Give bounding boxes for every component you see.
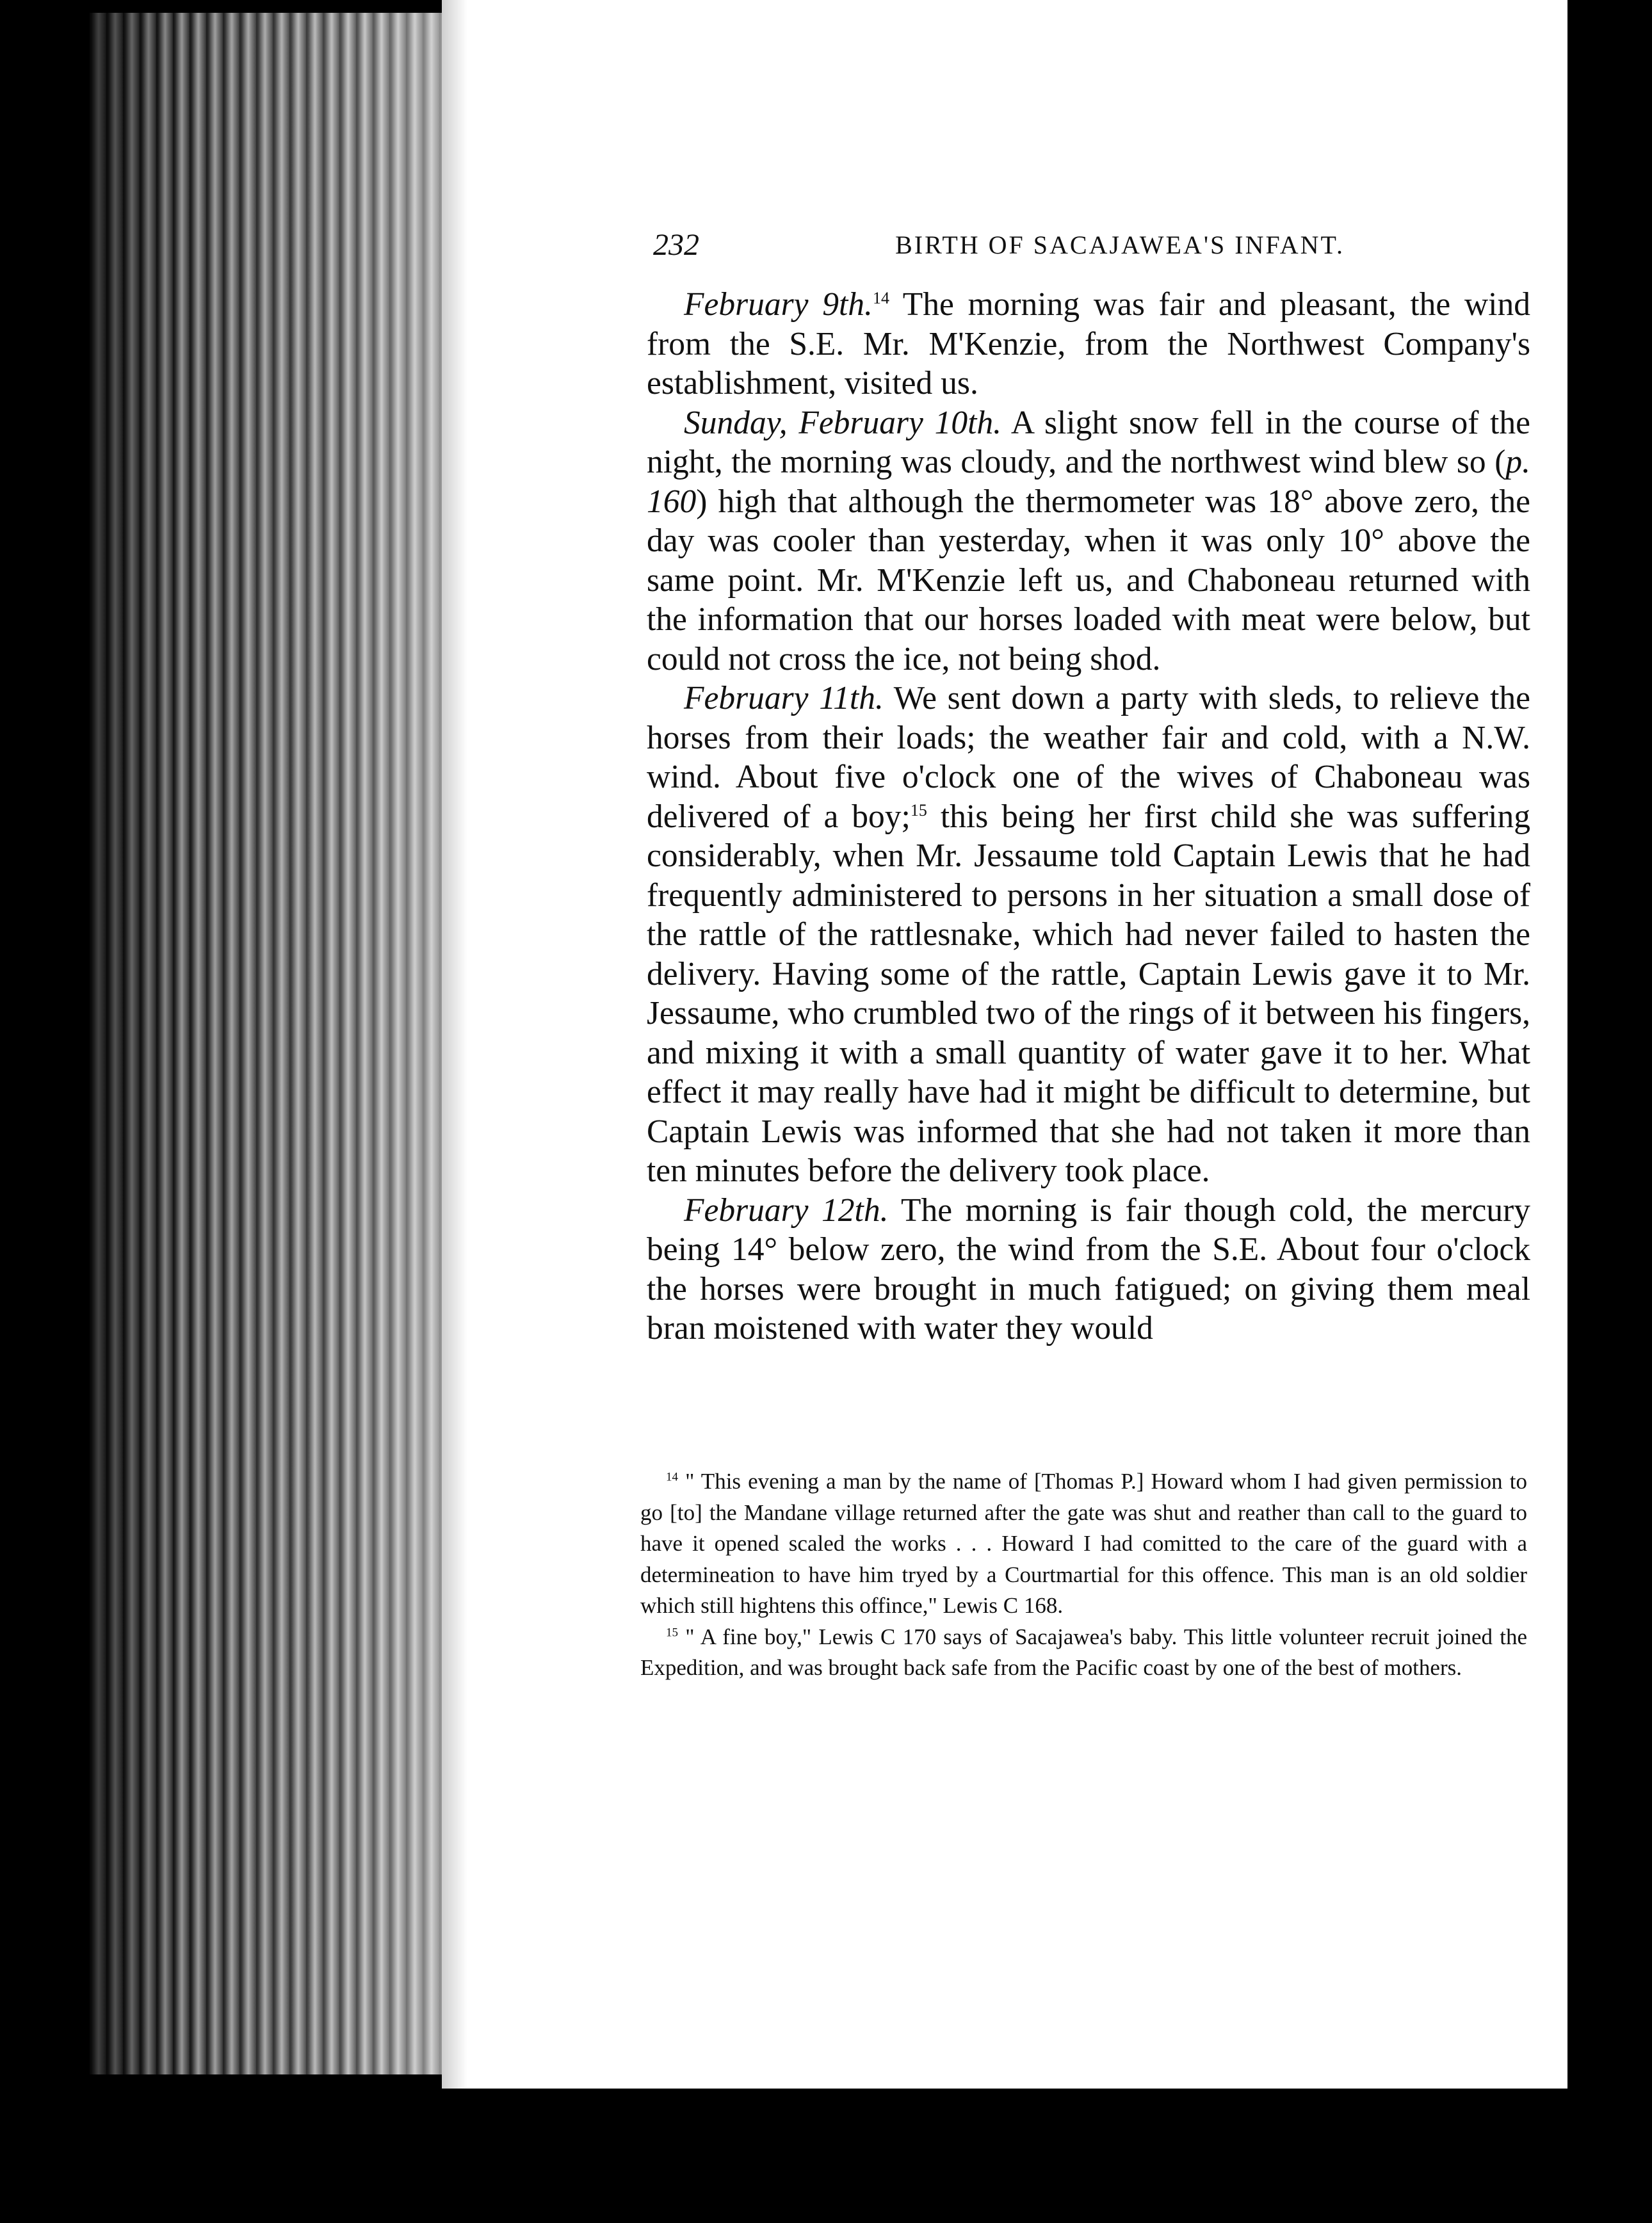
paragraph-text: this being her first child she was suffering considerably, when Mr. Jessaume told Captain Lewis that he had frequently administered to persons in her situation a small dose of the rattle of the rattlesnake, which had never failed to hasten the delivery. Having some of the rattle, Captain Lewis gave it to Mr. Jessaume, who crumbled two of the rings of it between his fingers, and mixing it with a small quantity of water gave it to her. What effect it may really have had it might be difficult to determine, but Captain Lewis was informed that she had not taken it more than ten minutes before the delivery took place. (647, 798, 1530, 1189)
paragraph-text: The morning was fair and pleasant, the wind from the S.E. Mr. M'Kenzie, from the Northwest Company's establishment, visited us. (647, 286, 1530, 401)
footnotes (640, 1466, 1527, 1684)
paragraph-text: A slight snow fell in the course of the night, the morning was cloudy, and the northwest wind blew so ( (647, 404, 1530, 480)
running-title: BIRTH OF SACAJAWEA'S INFANT. (895, 230, 1345, 259)
paragraph-text: The morning is fair though cold, the mercury being 14° below zero, the wind from the S.E. About four o'clock the horses were brought in much fatigued; on giving them meal bran moistened with water they would (647, 1192, 1530, 1346)
paragraph-feb-10 (647, 403, 1530, 679)
main-text (647, 285, 1530, 1348)
footnote-number: 15 (666, 1625, 678, 1639)
footnote-text: " This evening a man by the name of [Thomas P.] Howard whom I had given permission to go [to] the Mandane village returned after the gate was shut and reather than call to the guard to have it opened scaled the works . . . Howard I had comitted to the care of the guard with a determineation to have him tryed by a Courtmartial for this offence. This man is an old soldier which still hightens this offince," Lewis C 168. (640, 1469, 1527, 1618)
entry-date: February 12th. (684, 1192, 889, 1229)
page-reference: p. 160 (647, 444, 1530, 520)
paragraph-text: We sent down a party with sleds, to relieve the horses from their loads; the weather fair and cold, with a N.W. wind. About five o'clock one of the wives of Chaboneau was delivered of a boy; (647, 680, 1530, 835)
entry-date: February 11th. (684, 680, 884, 716)
paragraph-text: ) high that although the thermometer was 18° above zero, the day was cooler than yesterday, when it was only 10° above the same point. Mr. M'Kenzie left us, and Chaboneau returned with the information that our horses loaded with meat were below, but could not cross the ice, not being shod. (647, 483, 1530, 677)
footnote-14 (640, 1466, 1527, 1622)
paragraph-feb-12 (647, 1191, 1530, 1348)
footnote-ref: 14 (872, 288, 889, 307)
footnote-15 (640, 1622, 1527, 1684)
page-number: 232 (653, 228, 699, 262)
paragraph-feb-11 (647, 679, 1530, 1191)
gutter-shadow (442, 0, 467, 2089)
paragraph-feb-9 (647, 285, 1530, 403)
entry-date: February 9th. (684, 286, 873, 323)
footnote-number: 14 (666, 1470, 678, 1484)
book-page-edges (90, 13, 448, 2074)
footnote-text: " A fine boy," Lewis C 170 says of Sacajawea's baby. This little volunteer recruit joined the Expedition, and was brought back safe from the Pacific coast by one of the best of mothers. (640, 1624, 1527, 1680)
entry-date: Sunday, February 10th. (684, 404, 1002, 441)
page-header (653, 227, 1345, 266)
scan-bottom-margin (0, 2089, 1652, 2223)
footnote-ref: 15 (910, 800, 927, 820)
page-edge-shadow (1567, 0, 1580, 2089)
